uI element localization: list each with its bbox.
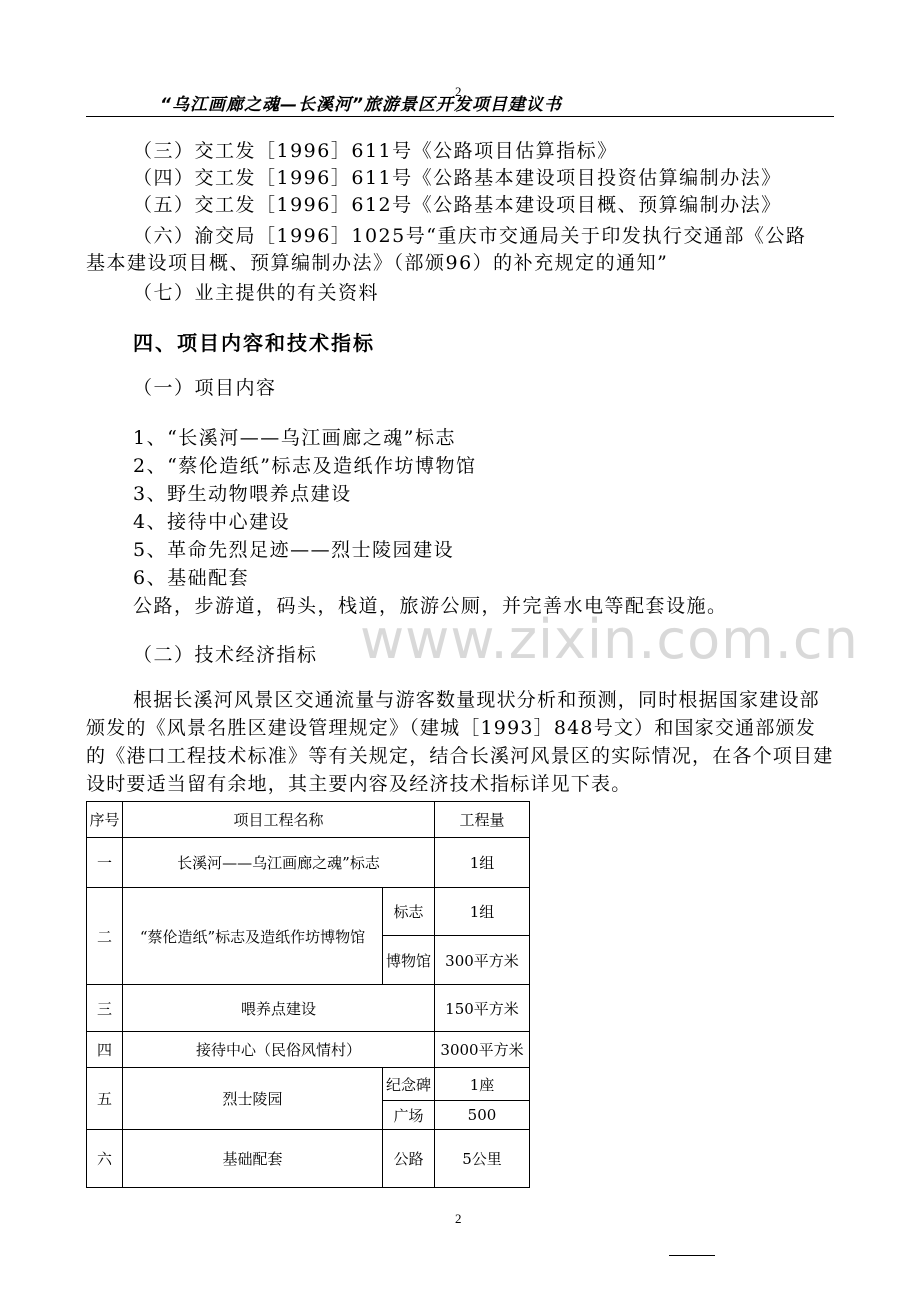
table-row (87, 1130, 530, 1188)
table-row (87, 1068, 530, 1101)
list-item: 2、“蔡伦造纸”标志及造纸作坊博物馆 (133, 455, 477, 477)
table-row (87, 1032, 530, 1068)
table-cell: 1座 (435, 1068, 530, 1101)
table-header-cell: 工程量 (435, 802, 530, 838)
table-cell: 500 (435, 1101, 530, 1130)
table-cell: 150平方米 (435, 985, 530, 1032)
footer-rule (669, 1255, 715, 1256)
table-header-cell: 项目工程名称 (123, 802, 435, 838)
list-item: 5、革命先烈足迹——烈士陵园建设 (133, 539, 455, 561)
reference-line: （六）渝交局［1996］1025号“重庆市交通局关于印发执行交通部《公路 (133, 225, 807, 247)
table-cell: 纪念碑 (383, 1068, 435, 1101)
list-item: 4、接待中心建设 (133, 511, 291, 533)
list-item: 1、“长溪河——乌江画廊之魂”标志 (133, 427, 457, 449)
table-cell: 三 (87, 985, 123, 1032)
table-cell: 接待中心（民俗风情村） (123, 1032, 435, 1068)
section-heading: 四、项目内容和技术指标 (133, 331, 375, 355)
table-cell: 烈士陵园 (123, 1068, 383, 1130)
subsection-heading: （一）项目内容 (133, 377, 277, 399)
table-cell: 5公里 (435, 1130, 530, 1188)
table-cell: 二 (87, 888, 123, 985)
table-row (87, 985, 530, 1032)
table-cell: 博物馆 (383, 936, 435, 985)
reference-line: （四）交工发［1996］611号《公路基本建设项目投资估算编制办法》 (133, 167, 782, 189)
reference-line: 基本建设项目概、预算编制办法》（部颁96）的补充规定的通知” (86, 252, 669, 274)
table-cell: 四 (87, 1032, 123, 1068)
body-paragraph (86, 686, 834, 798)
table-header-row (87, 802, 530, 838)
infrastructure-line: 公路，步游道，码头，栈道，旅游公厕，并完善水电等配套设施。 (133, 595, 728, 617)
list-item: 3、野生动物喂养点建设 (133, 483, 352, 505)
table-row (87, 888, 530, 936)
table-cell: 六 (87, 1130, 123, 1188)
table-cell: 五 (87, 1068, 123, 1130)
table-cell: 喂养点建设 (123, 985, 435, 1032)
list-item: 6、基础配套 (133, 567, 250, 589)
table-cell: 3000平方米 (435, 1032, 530, 1068)
indicator-table (86, 801, 530, 1188)
table-cell: 长溪河——乌江画廊之魂”标志 (123, 838, 435, 888)
reference-line: （七）业主提供的有关资料 (133, 282, 380, 304)
table-cell: 1组 (435, 888, 530, 936)
page-number: 2 (455, 1211, 462, 1226)
reference-line: （三）交工发［1996］611号《公路项目估算指标》 (133, 140, 618, 162)
header-page-mark: 2 (455, 84, 462, 99)
table-row (87, 838, 530, 888)
reference-line: （五）交工发［1996］612号《公路基本建设项目概、预算编制办法》 (133, 194, 782, 216)
header-rule (86, 116, 834, 117)
watermark: www.zixin.com.cn (360, 608, 859, 671)
table-cell: “蔡伦造纸”标志及造纸作坊博物馆 (123, 888, 383, 985)
table-header-cell: 序号 (87, 802, 123, 838)
table-cell: 300平方米 (435, 936, 530, 985)
table-cell: 一 (87, 838, 123, 888)
table-cell: 公路 (383, 1130, 435, 1188)
subsection-heading: （二）技术经济指标 (133, 644, 318, 666)
table-cell: 基础配套 (123, 1130, 383, 1188)
document-header-title: “乌江画廊之魂—长溪河”旅游景区开发项目建议书 (160, 95, 562, 115)
table-cell: 1组 (435, 838, 530, 888)
table-cell: 广场 (383, 1101, 435, 1130)
table-cell: 标志 (383, 888, 435, 936)
paragraph-text: 根据长溪河风景区交通流量与游客数量现状分析和预测，同时根据国家建设部颁发的《风景名胜区建设管理规定》（建城［1993］848号文）和国家交通部颁发的《港口工程技术标准》等有关规定，结合长溪河风景区的实际情况，在各个项目建设时要适当留有余地，其主要内容及经济技术指标详见下表。 (86, 689, 834, 795)
